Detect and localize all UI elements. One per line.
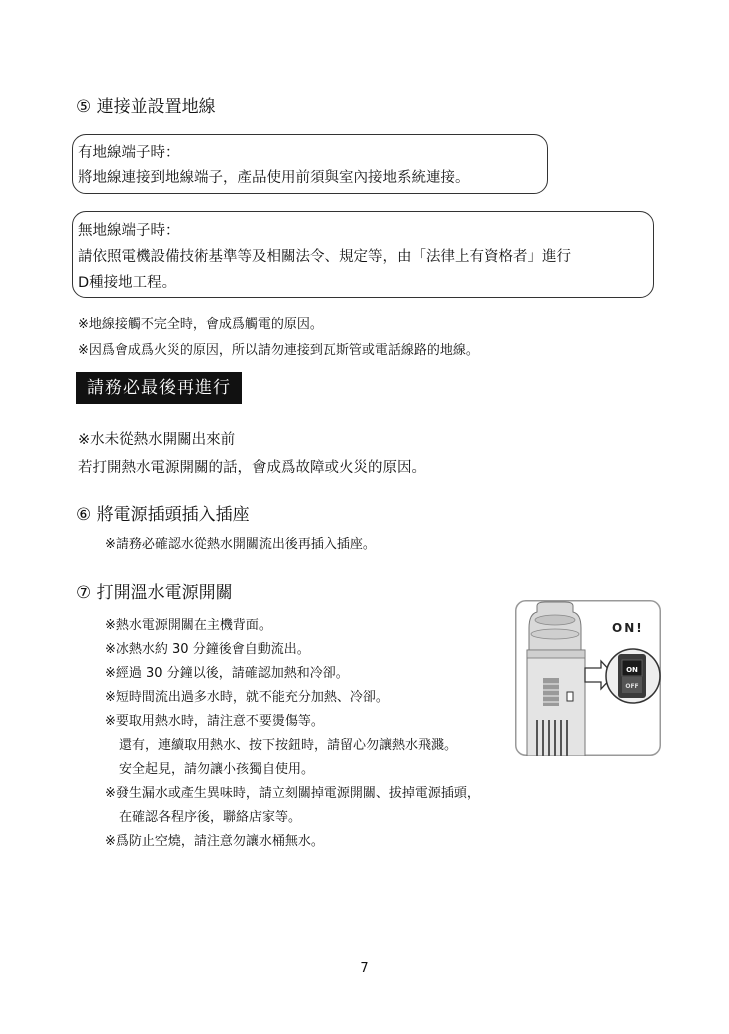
section7-note: 安全起見，請勿讓小孩獨自使用。	[119, 762, 315, 777]
no-ground-box-line1: 請依照電機設備技術基準等及相關法令、規定等，由「法律上有資格者」進行	[78, 249, 571, 265]
ground-note-1: ※地線接觸不完全時，會成爲觸電的原因。	[78, 317, 323, 332]
warning-line-1: ※水未從熱水開關出來前	[78, 432, 236, 448]
water-dispenser-illustration	[515, 600, 661, 756]
section7-note: ※短時間流出過多水時，就不能充分加熱、冷卻。	[105, 690, 389, 705]
section7-title: ⑦ 打開溫水電源開關	[76, 583, 233, 603]
switch-off-label: OFF	[625, 683, 639, 690]
ground-box-heading: 有地線端子時：	[78, 145, 180, 161]
no-ground-box-heading: 無地線端子時：	[78, 223, 180, 239]
final-step-banner: 請務必最後再進行	[76, 372, 242, 404]
ground-note-2: ※因爲會成爲火災的原因，所以請勿連接到瓦斯管或電話線路的地線。	[78, 343, 479, 358]
section7-note: 在確認各程序後，聯絡店家等。	[119, 810, 302, 825]
section7-note: ※經過 30 分鐘以後，請確認加熱和冷卻。	[105, 666, 349, 681]
on-callout-label: ON!	[612, 621, 644, 635]
warning-line-2: 若打開熱水電源開關的話，會成爲故障或火災的原因。	[78, 460, 426, 476]
section6-note: ※請務必確認水從熱水開關流出後再插入插座。	[105, 537, 376, 552]
section6-title: ⑥ 將電源插頭插入插座	[76, 505, 250, 525]
section7-note: ※爲防止空燒，請注意勿讓水桶無水。	[105, 834, 324, 849]
section5-title: ⑤ 連接並設置地線	[76, 97, 216, 117]
no-ground-terminal-box	[72, 211, 654, 298]
section7-note: ※要取用熱水時，請注意不要燙傷等。	[105, 714, 324, 729]
section7-note: 還有，連續取用熱水、按下按鈕時，請留心勿讓熱水飛濺。	[119, 738, 458, 753]
ground-box-body: 將地線連接到地線端子，產品使用前須與室內接地系統連接。	[78, 170, 470, 186]
ground-terminal-box	[72, 134, 548, 194]
section7-note: ※發生漏水或產生異味時，請立刻關掉電源開關、拔掉電源插頭，	[105, 786, 480, 801]
switch-on-label: ON	[626, 666, 638, 674]
section7-note: ※冰熱水約 30 分鐘後會自動流出。	[105, 642, 310, 657]
section7-note: ※熱水電源開關在主機背面。	[105, 618, 272, 633]
page-number: 7	[360, 961, 369, 976]
no-ground-box-line2: D種接地工程。	[78, 275, 177, 291]
